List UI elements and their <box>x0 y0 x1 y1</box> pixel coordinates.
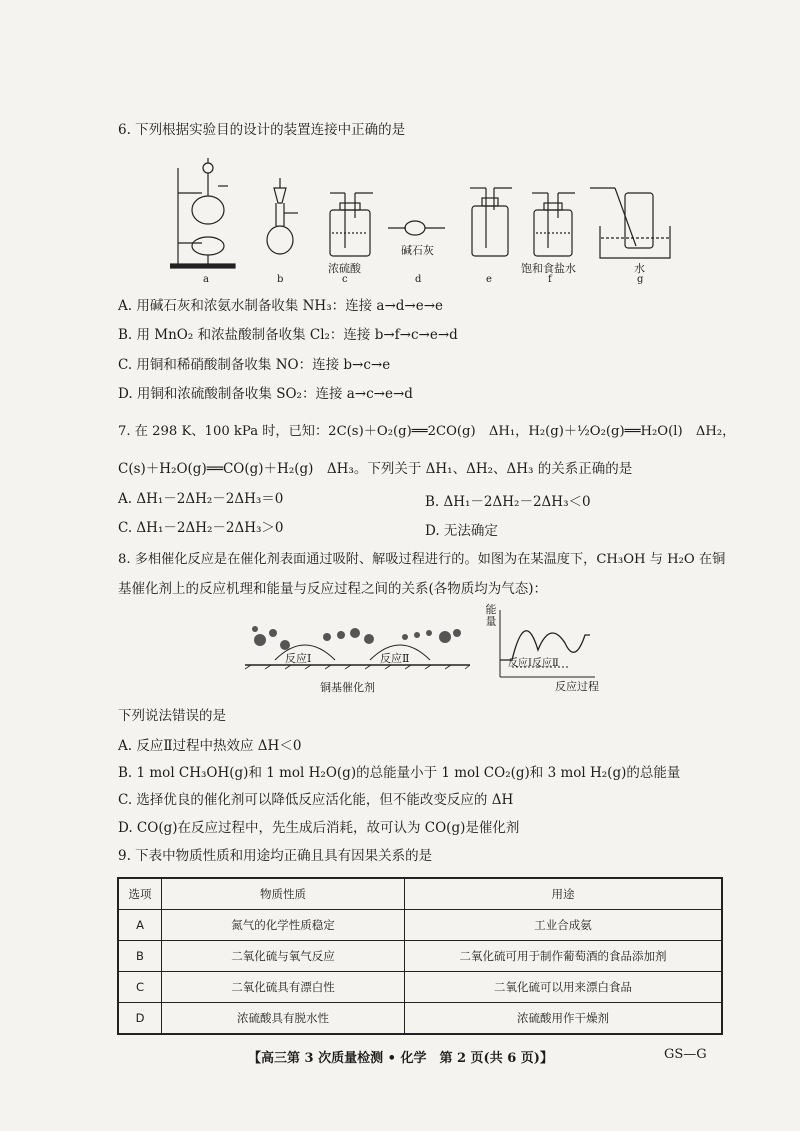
q7-option-c: C. ΔH₁－2ΔH₂－2ΔH₃＞0 <box>118 520 284 536</box>
q8-line2: 基催化剂上的反应机理和能量与反应过程之间的关系(各物质均为气态)： <box>118 581 548 597</box>
app-label-d: d <box>415 274 422 285</box>
table-cell: 氮气的化学性质稳定 <box>162 910 405 941</box>
q8-option-a: A. 反应Ⅱ过程中热效应 ΔH＜0 <box>118 738 302 754</box>
footer-title: 【高三第 3 次质量检测 • 化学 第 2 页(共 6 页)】 <box>248 1051 553 1066</box>
table-cell: 二氧化硫可用于制作葡萄酒的食品添加剂 <box>405 941 723 972</box>
q6-option-a: A. 用碱石灰和浓氨水制备收集 NH₃：连接 a→d→e→e <box>118 298 444 314</box>
table-row <box>118 910 722 941</box>
mechanism-figure <box>245 615 470 685</box>
q7-option-b: B. ΔH₁－2ΔH₂－2ΔH₃＜0 <box>425 494 591 510</box>
table-cell: 工业合成氨 <box>405 910 723 941</box>
q8-option-c: C. 选择优良的催化剂可以降低反应活化能，但不能改变反应的 ΔH <box>118 792 514 808</box>
table-cell: 浓硫酸具有脱水性 <box>162 1003 405 1035</box>
q9-table <box>117 877 723 1035</box>
table-cell: B <box>118 941 162 972</box>
table-row <box>118 941 722 972</box>
app-caption-d: 碱石灰 <box>401 244 434 257</box>
q7-line2: C(s)＋H₂O(g)══CO(g)＋H₂(g) ΔH₃。下列关于 ΔH₁、ΔH₂、ΔH₃ 的关系正确的是 <box>118 461 633 477</box>
app-label-e: e <box>486 274 492 285</box>
energy-segment-labels: 反应Ⅰ反应Ⅱ <box>508 658 559 669</box>
table-cell: A <box>118 910 162 941</box>
table-cell: 二氧化硫与氧气反应 <box>162 941 405 972</box>
q6-option-b: B. 用 MnO₂ 和浓盐酸制备收集 Cl₂：连接 b→f→c→e→d <box>118 327 458 343</box>
q7-option-a: A. ΔH₁－2ΔH₂－2ΔH₃＝0 <box>118 491 284 507</box>
apparatus-b <box>267 178 298 254</box>
q6-option-d: D. 用铜和浓硫酸制备收集 SO₂：连接 a→c→e→d <box>118 386 413 402</box>
q7-line1: 7. 在 298 K、100 kPa 时，已知：2C(s)＋O₂(g)══2CO(g) ΔH₁，H₂(g)＋½O₂(g)══H₂O(l) ΔH₂， <box>118 424 736 439</box>
q7-option-d: D. 无法确定 <box>425 523 498 539</box>
footer-code: GS—G <box>664 1047 707 1062</box>
table-cell: D <box>118 1003 162 1035</box>
q8-ask: 下列说法错误的是 <box>118 708 226 724</box>
app-label-f: f <box>548 274 552 285</box>
app-caption-g: 水 <box>634 262 645 275</box>
app-caption-c: 浓硫酸 <box>328 262 361 275</box>
table-header: 物质性质 <box>162 878 405 910</box>
apparatus-c <box>330 193 373 256</box>
q6-stem: 6. 下列根据实验目的设计的装置连接中正确的是 <box>118 122 406 138</box>
table-header-row <box>118 878 722 910</box>
fig-catalyst-label: 铜基催化剂 <box>320 681 375 694</box>
q8-option-b: B. 1 mol CH₃OH(g)和 1 mol H₂O(g)的总能量小于 1 mol CO₂(g)和 3 mol H₂(g)的总能量 <box>118 765 681 781</box>
table-row <box>118 1003 722 1035</box>
table-cell: C <box>118 972 162 1003</box>
table-cell: 二氧化硫可以用来漂白食品 <box>405 972 723 1003</box>
energy-diagram <box>490 605 600 685</box>
q6-option-c: C. 用铜和稀硝酸制备收集 NO：连接 b→c→e <box>118 357 391 373</box>
app-label-a: a <box>203 274 209 285</box>
apparatus-e <box>470 188 512 256</box>
fig-reaction-1: 反应Ⅰ <box>285 652 312 665</box>
app-caption-f: 饱和食盐水 <box>521 262 576 275</box>
table-header: 选项 <box>118 878 162 910</box>
app-label-c: c <box>342 274 348 285</box>
table-header: 用途 <box>405 878 723 910</box>
apparatus-d <box>388 221 445 235</box>
fig-reaction-2: 反应Ⅱ <box>380 652 410 665</box>
apparatus-g <box>590 188 670 258</box>
apparatus-f <box>532 193 575 256</box>
table-cell: 二氧化硫具有漂白性 <box>162 972 405 1003</box>
q9-stem: 9. 下表中物质性质和用途均正确且具有因果关系的是 <box>118 848 433 864</box>
table-cell: 浓硫酸用作干燥剂 <box>405 1003 723 1035</box>
app-label-g: g <box>637 274 644 285</box>
apparatus-a <box>170 158 235 268</box>
table-row <box>118 972 722 1003</box>
energy-ylabel: 能量 <box>485 603 497 628</box>
q8-line1: 8. 多相催化反应是在催化剂表面通过吸附、解吸过程进行的。如图为在某温度下，CH₃OH 与 H₂O 在铜 <box>118 552 726 567</box>
app-label-b: b <box>277 274 284 285</box>
q8-option-d: D. CO(g)在反应过程中，先生成后消耗，故可认为 CO(g)是催化剂 <box>118 820 520 836</box>
energy-xlabel: 反应过程 <box>555 680 599 693</box>
